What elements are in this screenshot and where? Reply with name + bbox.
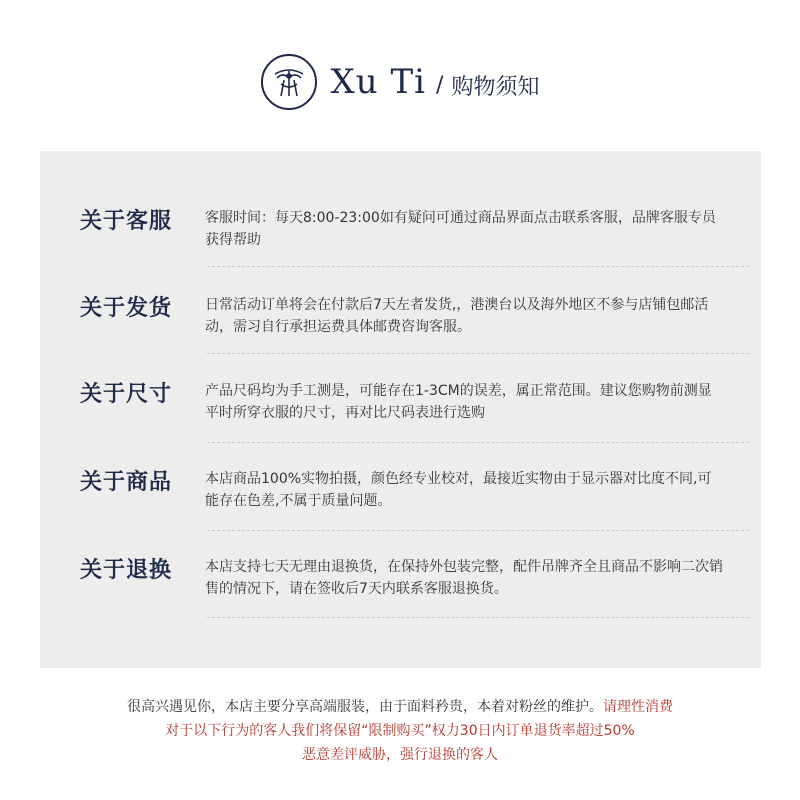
section-title: 关于尺寸 [80, 381, 173, 407]
section-text: 本店支持七天无理由退换货，在保持外包装完整，配件吊牌齐全且商品不影响二次销售的情况下，请在签收后7天内联系客服退换货。 [205, 559, 723, 597]
footer-line-3: 恶意差评威胁，强行退换的客人 [302, 747, 498, 763]
ornamental-crest-icon [269, 62, 309, 102]
page-title: 购物须知 [451, 74, 540, 100]
section-divider [207, 617, 749, 618]
footer-intro-text: 很高兴遇见你，本店主要分享高端服装，由于面料矜贵，本着对粉丝的维护。 [127, 699, 603, 715]
section-title: 关于客服 [80, 208, 173, 234]
section-title: 关于商品 [80, 469, 173, 495]
section-text: 产品尺码均为手工测是，可能存在1-3CM的误差，属正常范围。建议您购物前测显平时所穿衣服的尺寸，再对比尺码表进行选购 [205, 383, 712, 421]
info-panel [40, 151, 761, 668]
title-separator: / [436, 72, 444, 98]
section-divider [207, 353, 749, 354]
footer-line-2: 对于以下行为的客人我们将保留“限制购买”权力30日内订单退货率超过50% [165, 723, 635, 739]
footer-notice [0, 695, 800, 767]
footer-warning-text: 请理性消费 [603, 699, 673, 715]
section-divider [207, 530, 749, 531]
page-header [0, 52, 800, 112]
brand-logo [261, 54, 317, 110]
section-title: 关于发货 [80, 295, 173, 321]
footer-line-1 [0, 695, 800, 719]
section-title: 关于退换 [80, 557, 173, 583]
section-text: 日常活动订单将会在付款后7天左者发货,，港澳台以及海外地区不参与店铺包邮活动，需习自行承担运费具体邮费咨询客服。 [205, 297, 709, 335]
section-text: 本店商品100%实物拍摄，颜色经专业校对，最接近实物由于显示器对比度不同,可能存在色差,不属于质量问题。 [205, 471, 712, 509]
section-text: 客服时间：每天8:00-23:00如有疑问可通过商品界面点击联系客服，品牌客服专员获得帮助 [205, 210, 716, 248]
brand-name: Xu Ti [330, 62, 427, 102]
section-divider [207, 266, 749, 267]
section-divider [207, 442, 749, 443]
